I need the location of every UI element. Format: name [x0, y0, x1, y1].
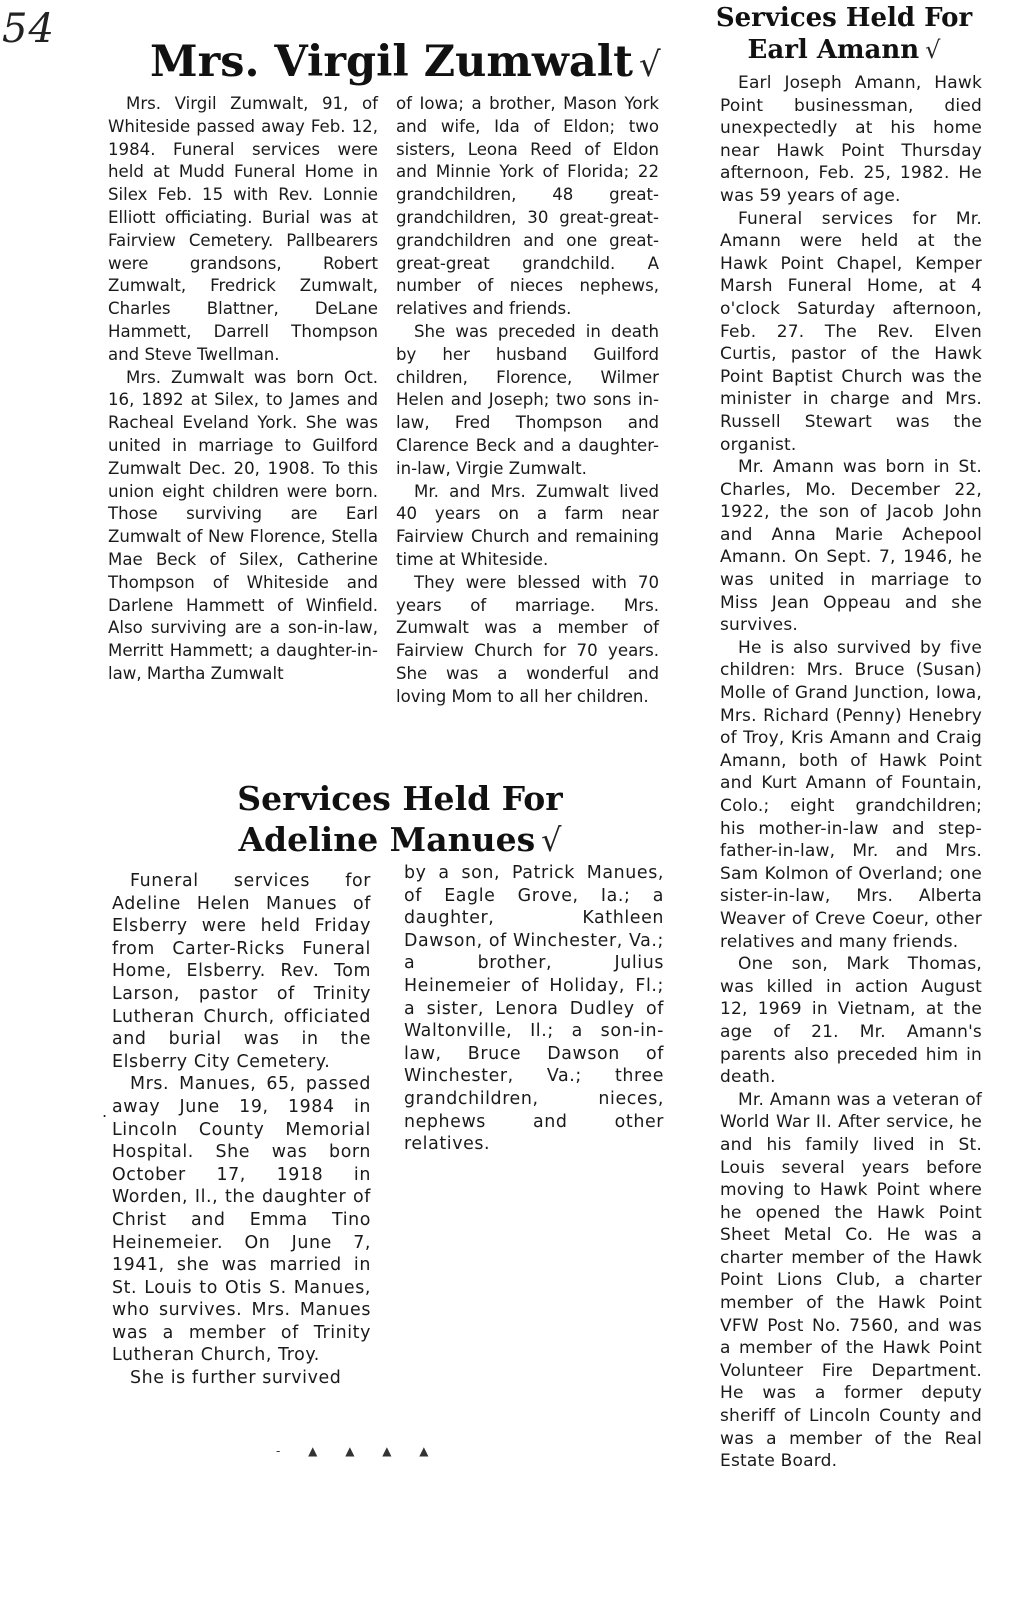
page-number: 54: [2, 6, 55, 52]
manues-paragraph: by a son, Patrick Manues, of Eagle Grove, Ia.; a daughter, Kathleen Dawson, of Winchester, Va.; a brother, Julius Heinemeier of Holiday, Fl.; a sister, Lenora Dudley of Waltonville, Il.; a son-in-law, Bruce Dawson of Winchester, Va.; three grandchildren, nieces, nephews and other relatives.: [404, 863, 664, 1155]
amann-column: [720, 72, 982, 1473]
manues-paragraph: Mrs. Manues, 65, passed away June 19, 1984 in Lincoln County Memorial Hospital. She was born October 17, 1918 in Worden, Il., the daughter of Christ and Emma Tino Heinemeier. On June 7, 1941, she was married in St. Louis to Otis S. Manues, who survives. Mrs. Manues was a member of Trinity Lutheran Church, Troy.: [112, 1074, 371, 1366]
check-mark-icon: √: [638, 45, 661, 85]
check-mark-icon: √: [925, 36, 941, 64]
zumwalt-paragraph: Mr. and Mrs. Zumwalt lived 40 years on a farm near Fairview Church and remaining time at Whiteside.: [396, 481, 659, 569]
amann-paragraph: He is also survived by five children: Mrs. Bruce (Susan) Molle of Grand Junction, Iowa, Mrs. Richard (Penny) Henebry of Troy, Kris Amann and Craig Amann, both of Hawk Point and Kurt Amann of Fountain, Colo.; eight grandchildren; his mother-in-law and step-father-in-law, Mr. and Mrs. Sam Kolmon of Overland; one sister-in-law, Mrs. Alberta Weaver of Creve Coeur, other relatives and many friends.: [720, 637, 982, 952]
zumwalt-column-2: [396, 93, 659, 709]
amann-headline: [714, 2, 974, 66]
manues-headline-line1: Services Held For: [237, 779, 563, 818]
manues-column-2: [404, 862, 664, 1156]
amann-headline-line2: Earl Amann: [747, 35, 920, 65]
amann-paragraph: Funeral services for Mr. Amann were held at the Hawk Point Chapel, Kemper Marsh Funeral Home, at 4 o'clock Saturday afternoon, Feb. 27. The Rev. Elven Curtis, pastor of the Hawk Point Baptist Church was the minister in charge and Mrs. Russell Stewart was the organist.: [720, 208, 982, 455]
check-mark-icon: √: [541, 821, 562, 859]
stray-mark: .: [102, 1102, 108, 1121]
manues-paragraph: She is further survived: [130, 1368, 342, 1389]
zumwalt-headline-text: Mrs. Virgil Zumwalt: [150, 37, 633, 87]
manues-column-1: [112, 870, 371, 1390]
zumwalt-paragraph: Mrs. Virgil Zumwalt, 91, of Whiteside passed away Feb. 12, 1984. Funeral services were held at Mudd Funeral Home in Silex Feb. 15 with Rev. Lonnie Elliott officiating. Burial was at Fairview Cemetery. Pallbearers were grandsons, Robert Zumwalt, Fredrick Zumwalt, Charles Blattner, DeLane Hammett, Darrell Thompson and Steve Twellman.: [108, 94, 378, 364]
manues-paragraph: Funeral services for Adeline Helen Manues of Elsberry were held Friday from Carter-Ricks Funeral Home, Elsberry. Rev. Tom Larson, pastor of Trinity Lutheran Church, officiated and burial was in the Elsberry City Cemetery.: [112, 871, 371, 1072]
zumwalt-paragraph: They were blessed with 70 years of marriage. Mrs. Zumwalt was a member of Fairview Church for 70 years. She was a wonderful and loving Mom to all her children.: [396, 572, 659, 706]
zumwalt-column-1: [108, 93, 378, 686]
zumwalt-paragraph: She was preceded in death by her husband Guilford children, Florence, Wilmer Helen and Joseph; two sons in-law, Fred Thompson and Clarence Beck and a daughter-in-law, Virgie Zumwalt.: [396, 321, 659, 478]
zumwalt-paragraph: Mrs. Zumwalt was born Oct. 16, 1892 at Silex, to James and Racheal Eveland York. She was united in marriage to Guilford Zumwalt Dec. 20, 1908. To this union eight children were born. Those surviving are Earl Zumwalt of New Florence, Stella Mae Beck of Silex, Catherine Thompson of Whiteside and Darlene Hammett of Winfield. Also surviving are a son-in-law, Merritt Hammett; a daughter-in-law, Martha Zumwalt: [108, 367, 378, 683]
zumwalt-headline: [150, 37, 661, 87]
amann-paragraph: Earl Joseph Amann, Hawk Point businessman, died unexpectedly at his home near Hawk Point Thursday afternoon, Feb. 25, 1982. He was 59 years of age.: [720, 73, 982, 206]
amann-paragraph: Mr. Amann was a veteran of World War II. After service, he and his family lived in St. Louis several years before moving to Hawk Point where he opened the Hawk Point Sheet Metal Co. He was a charter member of the Hawk Point Lions Club, a charter member of the Hawk Point VFW Post No. 7560, and was a member of the Hawk Point Volunteer Fire Department. He was a former deputy sheriff of Lincoln County and was a member of the Real Estate Board.: [720, 1089, 982, 1472]
manues-headline-line2: Adeline Manues: [238, 820, 536, 859]
amann-headline-line1: Services Held For: [715, 3, 973, 33]
amann-paragraph: Mr. Amann was born in St. Charles, Mo. December 22, 1922, the son of Jacob John and Anna Marie Achepool Amann. On Sept. 7, 1946, he was united in marriage to Miss Jean Oppeau and she survives.: [720, 457, 982, 636]
amann-paragraph: One son, Mark Thomas, was killed in action August 12, 1969 in Vietnam, at the age of 21. Mr. Amann's parents also preceded him in death.: [720, 954, 982, 1088]
zumwalt-paragraph: of Iowa; a brother, Mason York and wife, Ida of Eldon; two sisters, Leona Reed of Eldon and Minnie York of Florida; 22 grandchildren, 48 great-grandchildren, 30 great-great-grandchildren and one great-great-great grandchild. A number of nieces nephews, relatives and friends.: [396, 94, 659, 319]
trail-marks: - ▲ ▲ ▲ ▲: [276, 1444, 441, 1458]
manues-headline: [200, 778, 600, 861]
